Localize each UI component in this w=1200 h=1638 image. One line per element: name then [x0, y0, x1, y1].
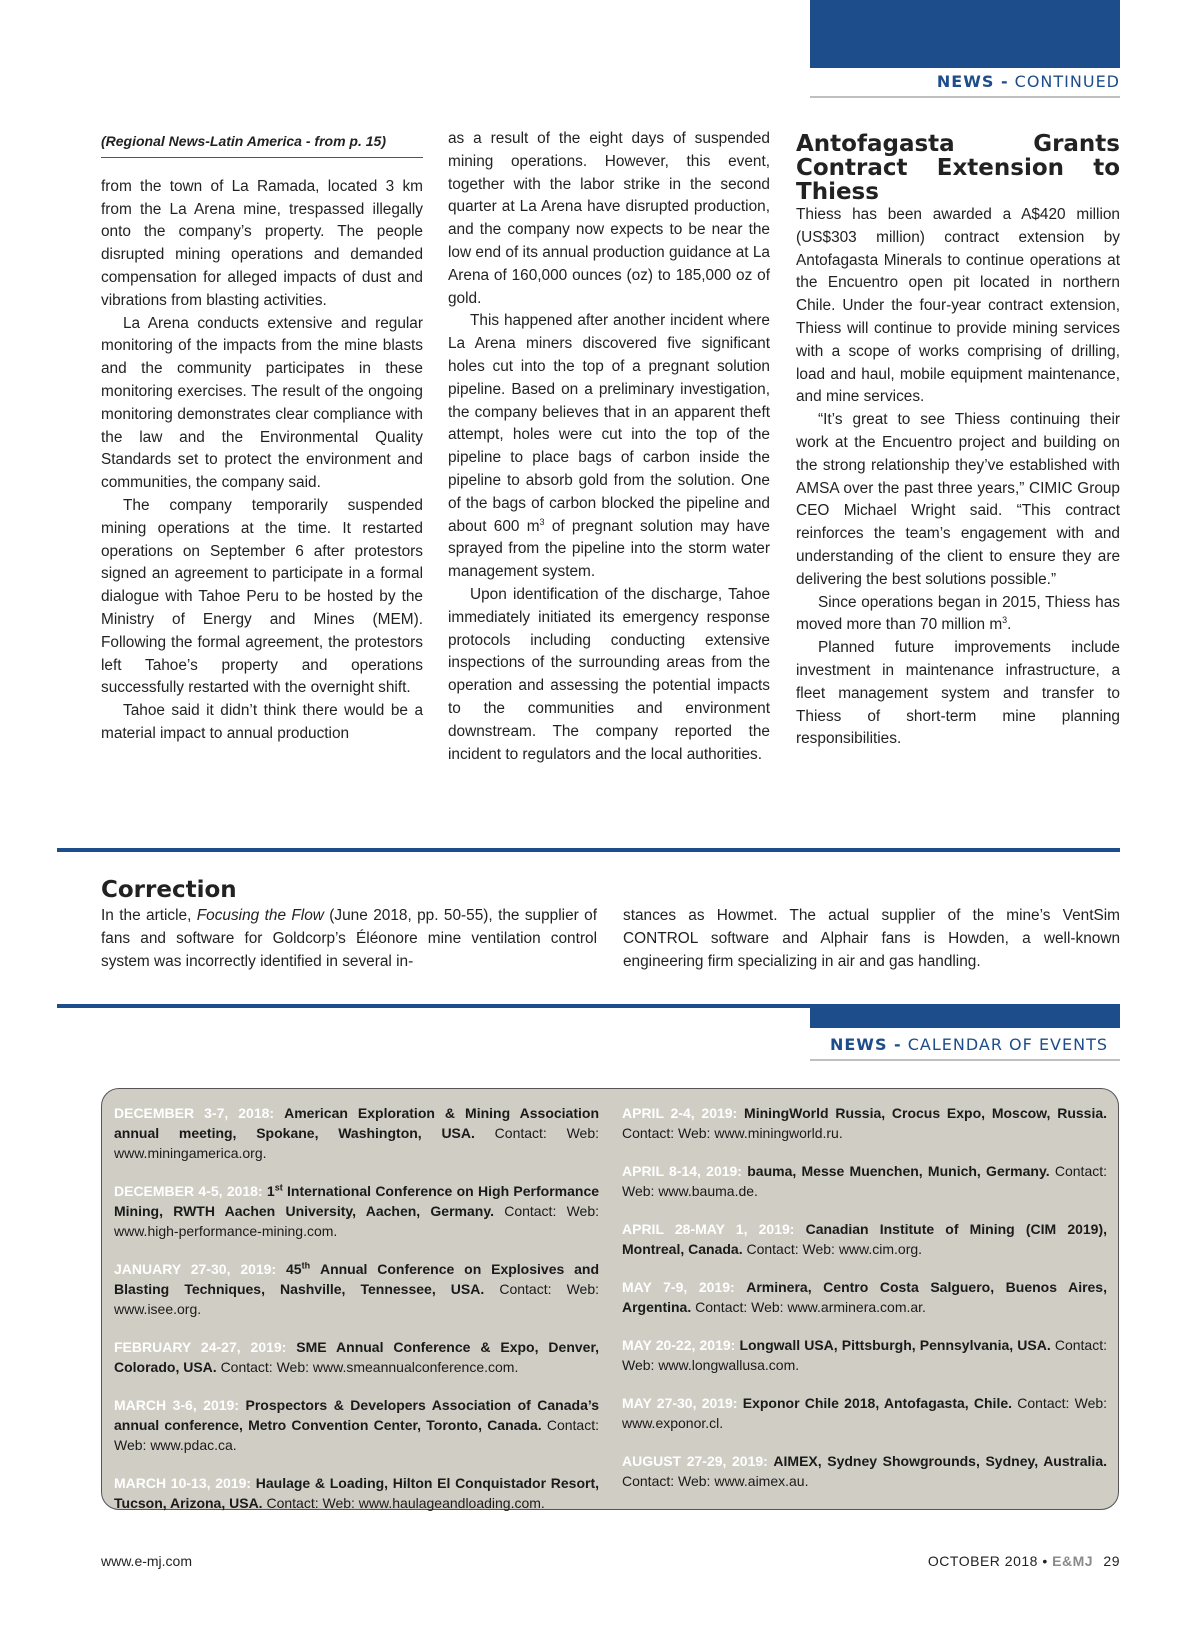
event-title: Prospectors & Developers Association of Canada’s annual conference, Metro Convention Center, Toronto, Canada.	[114, 1397, 600, 1433]
event-ordinal: 45	[286, 1261, 302, 1277]
event-date: MARCH 10-13, 2019:	[114, 1475, 252, 1491]
paragraph: Tahoe said it didn’t think there would be a material impact to annual production	[101, 702, 423, 742]
header-color-tab	[810, 0, 1120, 68]
event-contact: Contact: Web: www.pdac.ca.	[114, 1417, 599, 1453]
paragraph	[101, 905, 597, 973]
event-contact: Contact: Web: www.miningworld.ru.	[622, 1125, 843, 1141]
divider-rule	[57, 848, 1120, 852]
superscript: th	[301, 1260, 311, 1271]
event-item	[114, 1337, 599, 1377]
event-title: International Conference on High Performance Mining, RWTH Aachen University, Aachen, Germany.	[114, 1183, 600, 1219]
event-contact: Contact: Web: www.aimex.au.	[622, 1473, 809, 1489]
paragraph-text: Since operations began in 2015, Thiess has moved more than 70 million m	[796, 593, 1120, 634]
section-sublabel: CALENDAR OF EVENTS	[901, 1035, 1108, 1054]
paragraph: Planned future improvements include investment in maintenance infrastructure, a fleet management system and transfer to Thiess of short-term mine planning responsibilities.	[796, 639, 1120, 748]
event-title: AIMEX, Sydney Showgrounds, Sydney, Australia.	[773, 1453, 1107, 1469]
paragraph: as a result of the eight days of suspended mining operations. However, this event, together with the labor strike in the second quarter at La Arena have disrupted production, and the company now expects to be near the low end of its annual production guidance at La Arena of 160,000 ounces (oz) to 185,000 oz of gold.	[448, 130, 770, 307]
event-date: APRIL 8-14, 2019:	[622, 1163, 742, 1179]
event-title: SME Annual Conference & Expo, Denver, Colorado, USA.	[114, 1339, 600, 1375]
section-label: NEWS -	[829, 1035, 902, 1054]
article-title: Antofagasta Grants Contract Extension to Thiess	[796, 131, 1120, 205]
event-item	[622, 1335, 1107, 1375]
superscript: 3	[1002, 615, 1008, 626]
event-item	[114, 1395, 599, 1455]
paragraph	[796, 592, 1120, 638]
event-ordinal: 1	[266, 1183, 275, 1199]
paragraph: from the town of La Ramada, located 3 km from the La Arena mine, trespassed illegally onto the company’s property. The people disrupted mining operations and demanded compensation for alleged impacts of dust and vibrations from blasting activities.	[101, 177, 423, 309]
paragraph: stances as Howmet. The actual supplier of the mine’s VentSim CONTROL software and Alphair fans is Howden, a well-known engineering firm specializing in air and gas handling.	[623, 907, 1120, 970]
paragraph	[448, 310, 770, 584]
event-date: JANUARY 27-30, 2019:	[114, 1261, 277, 1277]
event-title: Longwall USA, Pittsburgh, Pennsylvania, USA.	[739, 1337, 1051, 1353]
event-item	[114, 1181, 599, 1241]
event-title: Exponor Chile 2018, Antofagasta, Chile.	[742, 1395, 1013, 1411]
paragraph: Thiess has been awarded a A$420 million (US$303 million) contract extension by Antofagasta Minerals to continue operations at the Encuentro open pit located in northern Chile. Under the four-year contract extension, Thiess will continue to provide mining services with a scope of works comprising of drilling, load and haul, mobile equipment maintenance, and mine services.	[796, 206, 1120, 406]
event-contact: Contact: Web: www.smeannualconference.com.	[220, 1359, 519, 1375]
event-contact: Contact: Web: www.high-performance-mining.com.	[114, 1203, 599, 1239]
correction-right	[623, 905, 1120, 973]
article-name: Focusing the Flow	[196, 907, 324, 924]
calendar-right-column	[622, 1103, 1107, 1509]
paragraph-text: In the article,	[101, 907, 197, 924]
event-title: Canadian Institute of Mining (CIM 2019), Montreal, Canada.	[622, 1221, 1108, 1257]
event-title: MiningWorld Russia, Crocus Expo, Moscow, Russia.	[744, 1105, 1108, 1121]
footer-folio	[928, 1553, 1120, 1569]
paragraph: “It’s great to see Thiess continuing their work at the Encuentro project and building on the strong relationship they’ve established with AMSA over the past three years,” CIMIC Group CEO Michael Wright said. “This contract reinforces the team’s engagement with and understanding of the client to ensure they are delivering the best solutions possible.”	[796, 411, 1120, 588]
event-date: MAY 20-22, 2019:	[622, 1337, 736, 1353]
correction-title: Correction	[101, 877, 237, 903]
calendar-tab	[810, 1004, 1120, 1028]
event-contact: Contact: Web: www.cim.org.	[746, 1241, 923, 1257]
event-item	[114, 1259, 599, 1319]
event-contact: Contact: Web: www.isee.org.	[114, 1281, 600, 1317]
event-item	[622, 1161, 1107, 1201]
paragraph-text: (June 2018, pp. 50-55), the supplier of fans and software for Goldcorp’s Éléonore mine ventilation control system was incorrectly identified in several in-	[101, 907, 597, 970]
paragraph: The company temporarily suspended mining operations at the time. It restarted operations on September 6 after protestors signed an agreement to participate in a formal dialogue with Tahoe Peru to be hosted by the Ministry of Energy and Mines (MEM). Following the formal agreement, the protestors left Tahoe’s property and operations successfully restarted with the overnight shift.	[101, 496, 423, 697]
event-date: DECEMBER 4-5, 2018:	[114, 1183, 263, 1199]
article-column-1	[101, 130, 423, 746]
paragraph: Upon identification of the discharge, Tahoe immediately initiated its emergency response protocols including conducting extensive inspections of the surrounding areas from the operation and assessing the potential impacts to the communities and environment downstream. The company reported the incident to regulators and the local authorities.	[448, 585, 770, 763]
event-date: APRIL 28-MAY 1, 2019:	[622, 1221, 795, 1237]
event-date: DECEMBER 3-7, 2018:	[114, 1105, 275, 1121]
superscript: st	[274, 1182, 283, 1193]
calendar-left-column	[114, 1103, 599, 1531]
event-contact: Contact: Web: www.miningamerica.org.	[114, 1125, 599, 1161]
event-title: bauma, Messe Muenchen, Munich, Germany.	[747, 1163, 1050, 1179]
event-item	[622, 1219, 1107, 1259]
article-column-2	[448, 128, 770, 766]
event-contact: Contact: Web: www.bauma.de.	[622, 1163, 1108, 1199]
event-date: APRIL 2-4, 2019:	[622, 1105, 738, 1121]
article-column-3	[796, 132, 1120, 751]
continuation-reference: (Regional News-Latin America - from p. 15)	[101, 130, 423, 158]
paragraph-text: This happened after another incident where La Arena miners discovered five significant holes cut into the top of a pregnant solution pipeline. Based on a preliminary investigation, the company believes that in an apparent theft attempt, holes were cut into the top of the pipeline to place bags of carbon inside the pipeline to absorb gold from the solution. One of the bags of carbon blocked the pipeline and about 600 m	[448, 312, 770, 535]
footer-page-number: 29	[1103, 1553, 1120, 1569]
footer-url: www.e-mj.com	[101, 1553, 193, 1569]
event-title: Annual Conference on Explosives and Blasting Techniques, Nashville, Tennessee, USA.	[114, 1261, 600, 1297]
correction-left	[101, 905, 597, 973]
section-label: NEWS -	[936, 72, 1009, 91]
event-item	[622, 1393, 1107, 1433]
event-item	[622, 1103, 1107, 1143]
superscript: 3	[539, 516, 545, 527]
event-date: AUGUST 27-29, 2019:	[622, 1453, 768, 1469]
correction-box	[101, 877, 1120, 970]
paragraph-text: .	[1007, 616, 1012, 634]
event-title: Haulage & Loading, Hilton El Conquistador Resort, Tucson, Arizona, USA.	[114, 1475, 600, 1511]
event-title: American Exploration & Mining Association annual meeting, Spokane, Washington, USA.	[114, 1105, 599, 1141]
paragraph-text: of pregnant solution may have sprayed from the pipeline into the storm water management system.	[448, 517, 770, 581]
calendar-section-header	[810, 1035, 1120, 1061]
event-item	[622, 1277, 1107, 1317]
event-item	[114, 1473, 599, 1513]
event-date: MAY 7-9, 2019:	[622, 1279, 735, 1295]
event-item	[114, 1103, 599, 1163]
event-title: Arminera, Centro Costa Salguero, Buenos Aires, Argentina.	[622, 1279, 1107, 1315]
event-date: FEBRUARY 24-27, 2019:	[114, 1339, 287, 1355]
event-contact: Contact: Web: www.longwallusa.com.	[622, 1337, 1107, 1373]
event-contact: Contact: Web: www.arminera.com.ar.	[695, 1299, 926, 1315]
paragraph: La Arena conducts extensive and regular monitoring of the impacts from the mine blasts and the community participates in these monitoring exercises. The result of the ongoing monitoring demonstrates clear compliance with the law and the Environmental Quality Standards set to protect the environment and communities, the company said.	[101, 314, 423, 492]
section-sublabel: CONTINUED	[1008, 72, 1120, 91]
event-date: MARCH 3-6, 2019:	[114, 1397, 240, 1413]
event-contact: Contact: Web: www.haulageandloading.com.	[266, 1495, 545, 1511]
event-date: MAY 27-30, 2019:	[622, 1395, 738, 1411]
footer-issue: OCTOBER 2018 •	[927, 1553, 1048, 1569]
footer-brand: E&MJ	[1052, 1553, 1094, 1569]
event-item	[622, 1451, 1107, 1491]
calendar-box	[101, 1088, 1119, 1510]
event-contact: Contact: Web: www.exponor.cl.	[622, 1395, 1108, 1431]
section-header	[810, 72, 1120, 98]
